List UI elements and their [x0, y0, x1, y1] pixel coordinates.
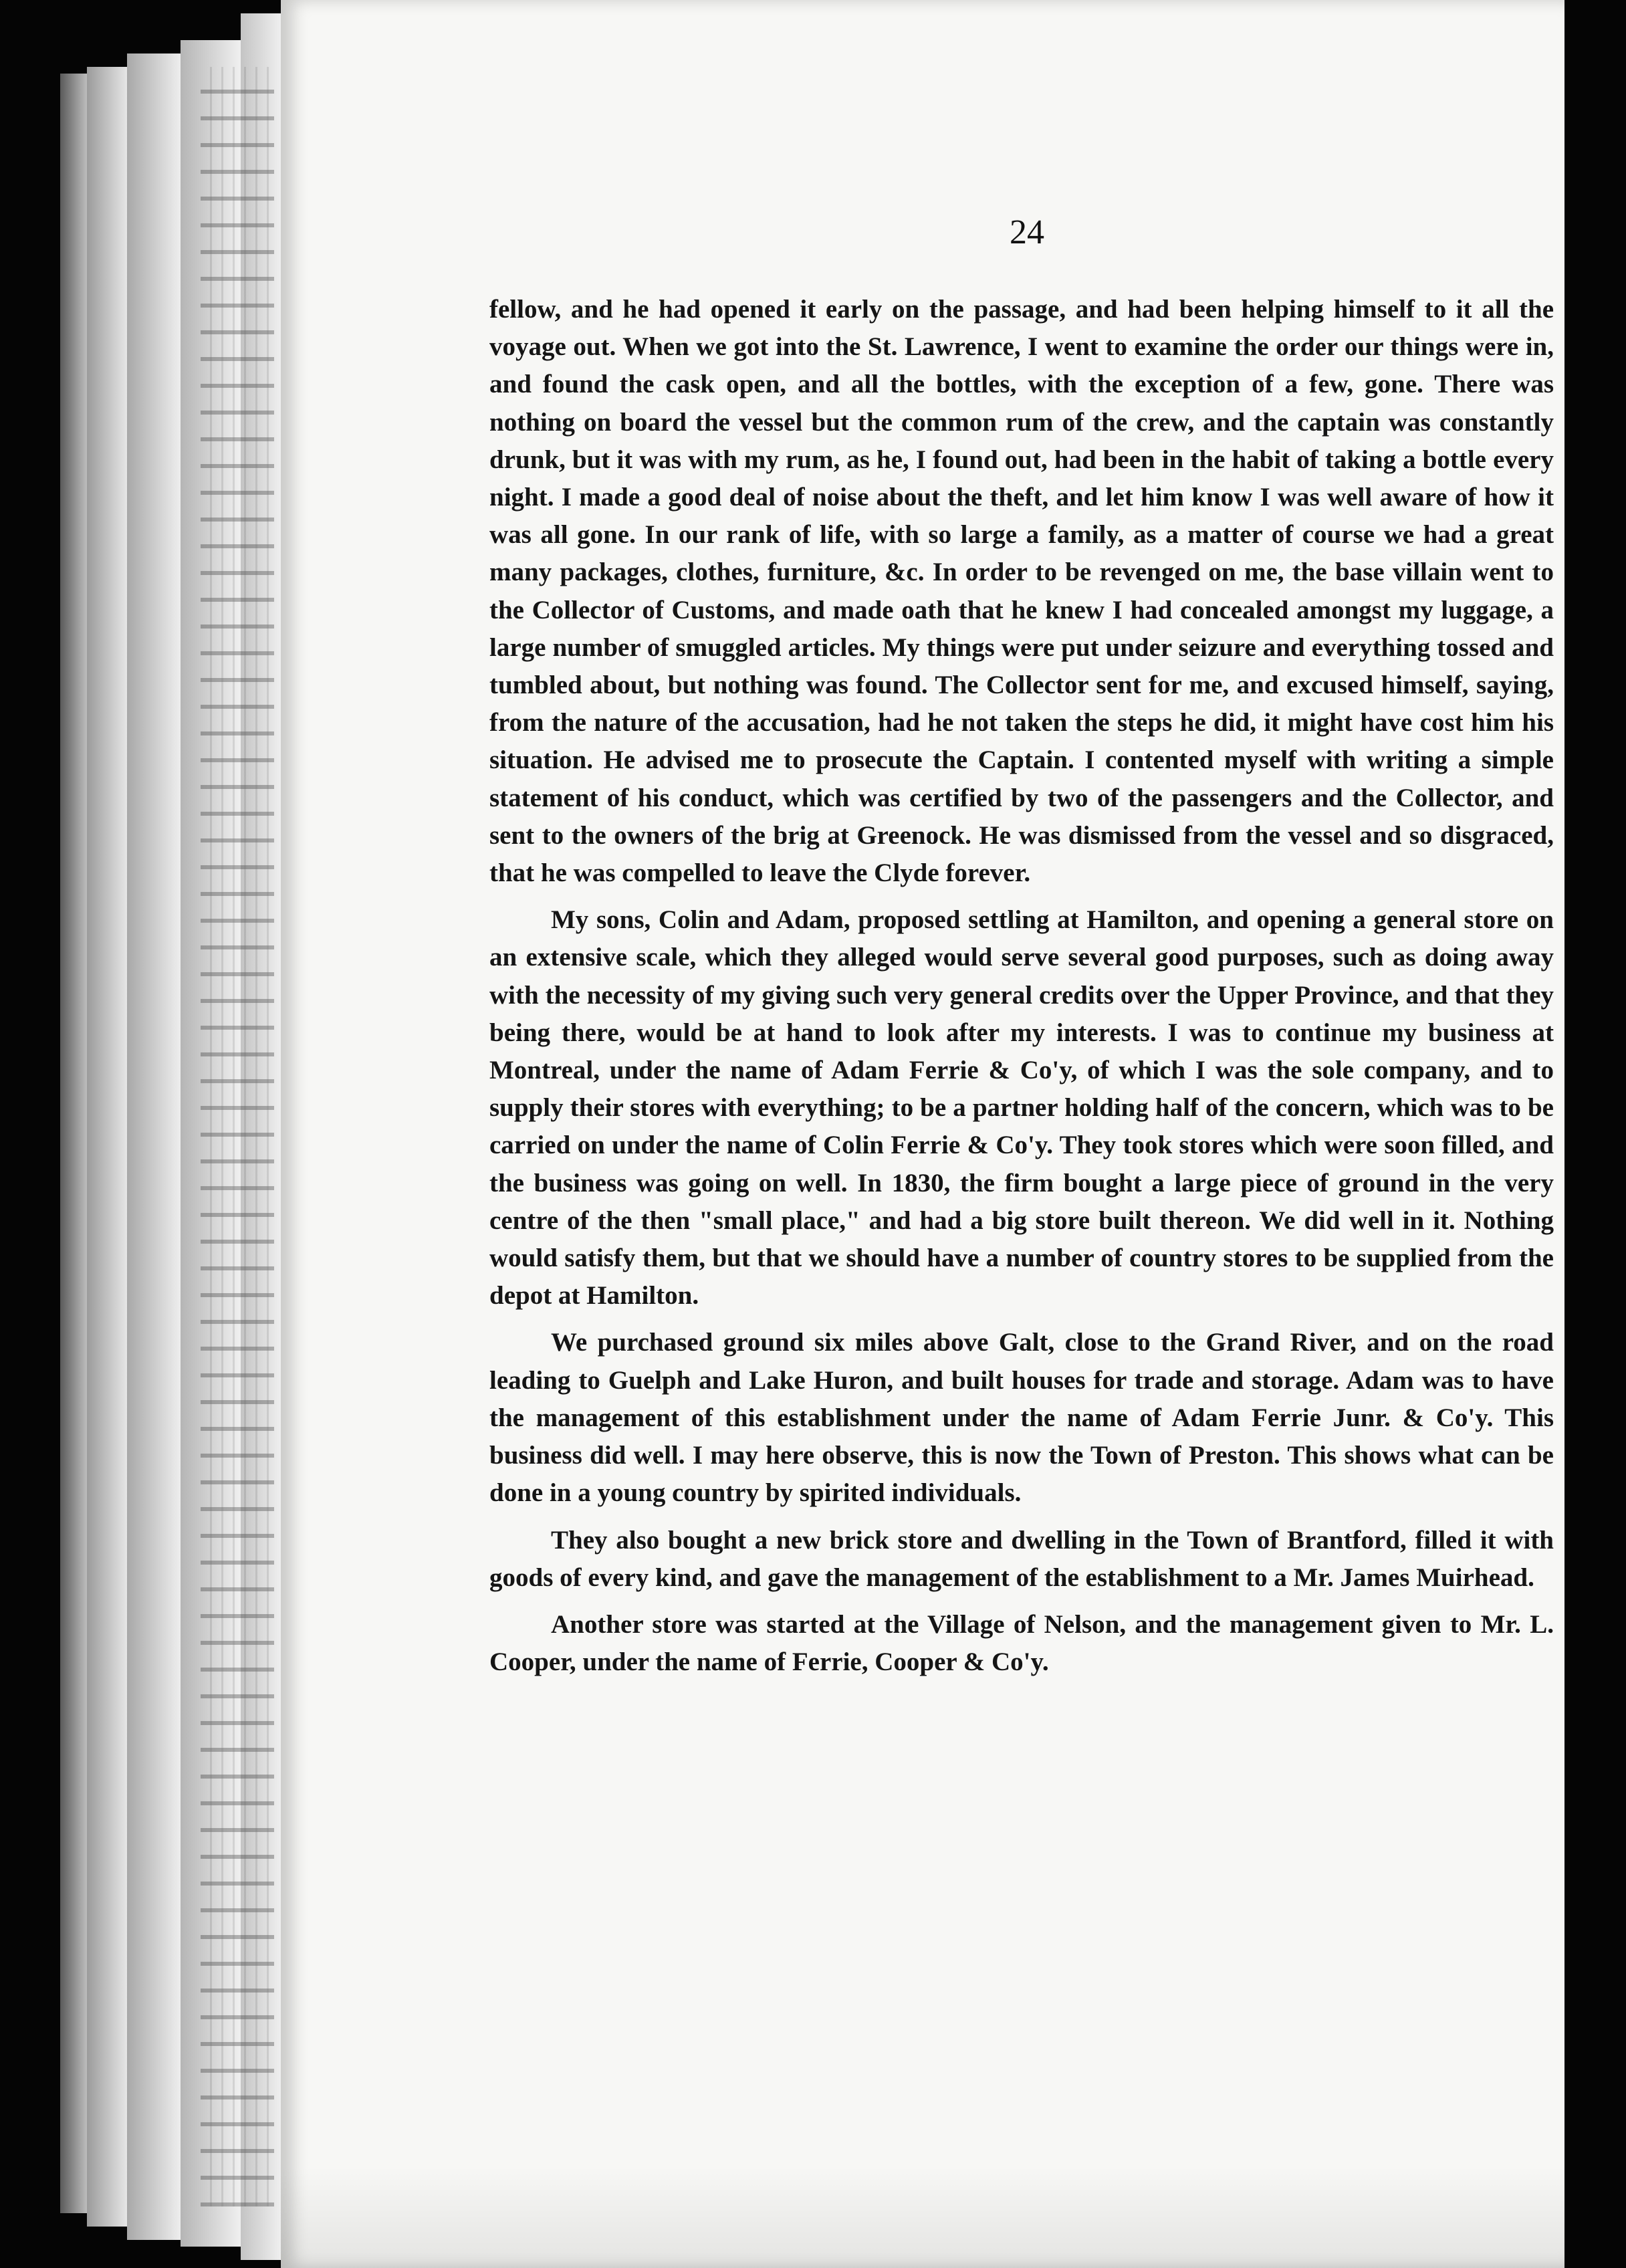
- page-edge: [60, 74, 87, 2213]
- paragraph: They also bought a new brick store and dwelling in the Town of Brantford, filled it with goods of every kind, and gave the management of the establishment to a Mr. James Muirhead.: [489, 1525, 1554, 1592]
- body-text: [489, 291, 1554, 1681]
- page-number: 24: [1010, 213, 1044, 251]
- paragraph: Another store was started at the Village of Nelson, and the management given to Mr. L. Cooper, under the name of Ferrie, Cooper & Co'y.: [489, 1609, 1554, 1677]
- paragraph: fellow, and he had opened it early on the passage, and had been helping himself to it all the voyage out. When we got into the St. Lawrence, I went to examine the order our things were in, and found the cask open, and all the bottles, with the exception of a few, gone. There was nothing on board the vessel but the common rum of the crew, and the captain was constantly drunk, but it was with my rum, as he, I found out, had been in the habit of taking a bottle every night. I made a good deal of noise about the theft, and let him know I was well aware of how it was all gone. In our rank of life, with so large a family, as a matter of course we had a great many packages, clothes, furniture, &c. In order to be revenged on me, the base villain went to the Collector of Customs, and made oath that he knew I had concealed amongst my luggage, a large number of smuggled articles. My things were put under seizure and everything tossed and tumbled about, but nothing was found. The Collector sent for me, and excused himself, saying, from the nature of the accusation, had he not taken the steps he did, it might have cost him his situation. He advised me to prosecute the Captain. I contented myself with writing a simple statement of his conduct, which was certified by two of the passengers and the Collector, and sent to the owners of the brig at Greenock. He was dismissed from the vessel and so disgraced, that he was compelled to leave the Clyde forever.: [489, 295, 1554, 888]
- page-edge: [127, 53, 181, 2240]
- paragraph: My sons, Colin and Adam, proposed settling at Hamilton, and opening a general store on an extensive scale, which they alleged would serve several good purposes, such as doing away with the necessity of my giving such very general credits over the Upper Province, and that they being there, would be at hand to look after my interests. I was to continue my business at Montreal, under the name of Adam Ferrie & Co'y, of which I was the sole company, and to supply their stores with everything; to be a partner holding half of the concern, which was to be carried on under the name of Colin Ferrie & Co'y. They took stores which were soon filled, and the business was going on well. In 1830, the firm bought a large piece of ground in the very centre of the then "small place," and had a big store built thereon. We did well in it. Nothing would satisfy them, but that we should have a number of country stores to be supplied from the depot at Hamilton.: [489, 905, 1554, 1311]
- paragraph: We purchased ground six miles above Galt, close to the Grand River, and on the road leading to Guelph and Lake Huron, and built houses for trade and storage. Adam was to have the management of this establishment under the name of Adam Ferrie Junr. & Co'y. This business did well. I may here observe, this is now the Town of Preston. This shows what can be done in a young country by spirited individuals.: [489, 1328, 1554, 1508]
- book-page: [281, 0, 1564, 2268]
- page-bottom-shadow: [281, 2166, 1564, 2268]
- page-edge: [87, 67, 127, 2227]
- page-edge-marks: [201, 67, 274, 2206]
